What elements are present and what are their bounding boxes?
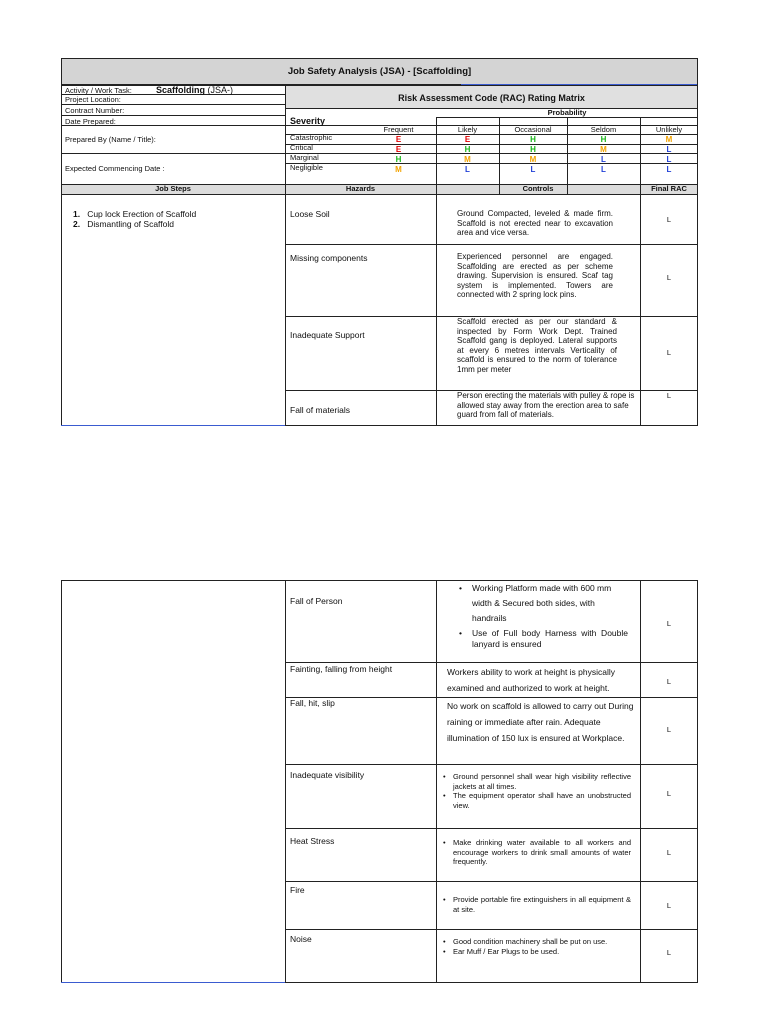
activity-label: Activity / Work Task: bbox=[65, 86, 132, 95]
control-text: Person erecting the materials with pulley & rope is allowed stay away from the erection area to safe guard from fall of materials. bbox=[457, 391, 635, 420]
control-list bbox=[441, 838, 631, 867]
controls-header: Controls bbox=[522, 184, 554, 193]
control-bullet: • Make drinking water available to all workers and encourage workers to drink small amounts of water frequently. bbox=[453, 838, 631, 867]
prob-seldom: Seldom bbox=[590, 125, 617, 134]
control-bullet: • Working Platform made with 600 mm width & Secured both sides, with handrails bbox=[472, 581, 628, 626]
rating-cell: M bbox=[464, 155, 471, 164]
rating-cell: L bbox=[666, 155, 672, 164]
final-rac-value: L bbox=[666, 619, 672, 628]
control-text: Ground Compacted, leveled & made firm. Scaffold is not erected near to excavation area and vice versa. bbox=[457, 209, 613, 238]
control-list bbox=[441, 772, 631, 810]
job-step-item: 2. Dismantling of Scaffold bbox=[73, 219, 174, 229]
control-list bbox=[441, 895, 631, 914]
hazard-inadequate-support: Inadequate Support bbox=[290, 330, 365, 340]
prob-frequent: Frequent bbox=[383, 125, 414, 134]
control-text: Experienced personnel are engaged. Scaffolding are erected as per scheme drawing. Supervision is ensured. Scaf tag system is implemented. Towers are connected with 2 spring lock pins. bbox=[457, 252, 613, 300]
final-rac-value: L bbox=[666, 215, 672, 224]
rating-cell: H bbox=[395, 155, 402, 164]
rating-cell: L bbox=[666, 165, 672, 174]
job-step-item: 1. Cup lock Erection of Scaffold bbox=[73, 209, 197, 219]
prepared-by-label: Prepared By (Name / Title): bbox=[65, 135, 156, 144]
final-rac-value: L bbox=[666, 677, 672, 686]
commencing-date-label: Expected Commencing Date : bbox=[65, 164, 165, 173]
hazard-inadequate-visibility: Inadequate visibility bbox=[290, 770, 365, 780]
rating-cell: M bbox=[395, 165, 402, 174]
probability-header: Probability bbox=[547, 108, 587, 117]
control-bullet: • Ground personnel shall wear high visibility reflective jackets at all times. bbox=[453, 772, 631, 791]
final-rac-value: L bbox=[666, 273, 672, 282]
hazard-missing-components: Missing components bbox=[290, 253, 368, 263]
final-rac-value: L bbox=[666, 348, 672, 357]
date-prepared-label: Date Prepared: bbox=[65, 117, 116, 126]
jsa-page-1 bbox=[61, 58, 698, 426]
final-rac-value: L bbox=[666, 725, 672, 734]
bottom-accent-line bbox=[61, 425, 285, 426]
rating-cell: H bbox=[464, 145, 471, 154]
bottom-accent-line bbox=[61, 982, 285, 983]
control-text: Workers ability to work at height is physically examined and authorized to work at height. bbox=[447, 667, 616, 693]
prob-occasional: Occasional bbox=[514, 125, 552, 134]
rating-cell: L bbox=[666, 145, 672, 154]
rating-cell: E bbox=[395, 145, 402, 154]
contract-number-label: Contract Number: bbox=[65, 106, 125, 115]
hazard-fall-of-person: Fall of Person bbox=[290, 596, 343, 606]
control-text: No work on scaffold is allowed to carry out During raining or immediate after rain. Adequate illumination of 150 lux is ensured at Workplace. bbox=[447, 701, 634, 743]
hazards-header: Hazards bbox=[345, 184, 376, 193]
document-title: Job Safety Analysis (JSA) - [Scaffolding] bbox=[287, 66, 472, 77]
severity-header: Severity bbox=[290, 116, 326, 126]
prob-likely: Likely bbox=[457, 125, 478, 134]
rating-cell: L bbox=[530, 165, 536, 174]
prob-unlikely: Unlikely bbox=[655, 125, 683, 134]
rating-cell: M bbox=[529, 155, 537, 164]
hazard-loose-soil: Loose Soil bbox=[290, 209, 330, 219]
project-location-label: Project Location: bbox=[65, 95, 121, 104]
severity-marginal: Marginal bbox=[290, 153, 319, 162]
job-steps-header: Job Steps bbox=[155, 184, 191, 193]
hazard-fire: Fire bbox=[290, 885, 305, 895]
control-bullet: • Provide portable fire extinguishers in all equipment & at site. bbox=[453, 895, 631, 914]
control-bullet: • The equipment operator shall have an unobstructed view. bbox=[453, 791, 631, 810]
control-list bbox=[456, 581, 628, 650]
hazard-fall-of-materials: Fall of materials bbox=[290, 405, 350, 415]
rating-cell: L bbox=[601, 165, 606, 174]
hazard-heat-stress: Heat Stress bbox=[290, 836, 335, 846]
severity-negligible: Negligible bbox=[290, 163, 323, 172]
jsa-page-2 bbox=[61, 580, 698, 983]
final-rac-value: L bbox=[666, 391, 672, 400]
final-rac-header: Final RAC bbox=[651, 184, 687, 193]
rating-cell: M bbox=[600, 145, 607, 154]
hazard-noise: Noise bbox=[290, 934, 312, 944]
final-rac-value: L bbox=[666, 789, 672, 798]
rating-cell: H bbox=[600, 135, 607, 144]
severity-catastrophic: Catastrophic bbox=[290, 133, 333, 142]
hazard-fainting: Fainting, falling from height bbox=[290, 664, 393, 674]
rac-matrix-title: Risk Assessment Code (RAC) Rating Matrix bbox=[398, 93, 585, 103]
hazard-fall-hit-slip: Fall, hit, slip bbox=[290, 698, 335, 708]
rating-cell: M bbox=[665, 135, 673, 144]
rating-cell: H bbox=[530, 135, 536, 144]
rating-cell: E bbox=[464, 135, 471, 144]
rating-cell: E bbox=[395, 135, 402, 144]
control-bullet: • Use of Full body Harness with Double lanyard is ensured bbox=[472, 628, 628, 650]
severity-critical: Critical bbox=[290, 143, 313, 152]
final-rac-value: L bbox=[666, 848, 672, 857]
rating-cell: L bbox=[601, 155, 606, 164]
control-list bbox=[441, 937, 631, 956]
control-text: Scaffold erected as per our standard & inspected by Form Work Dept. Trained Scaffold gang is deployed. Lateral supports at every 6 metres intervals Verticality of scaffold is ensured to the norm of tolerance 1mm per meter bbox=[457, 317, 617, 374]
rating-cell: L bbox=[465, 165, 470, 174]
control-bullet: • Ear Muff / Ear Plugs to be used. bbox=[453, 947, 631, 957]
final-rac-value: L bbox=[666, 901, 672, 910]
activity-value: Scaffolding (JSA-) bbox=[156, 85, 234, 95]
control-bullet: • Good condition machinery shall be put on use. bbox=[453, 937, 631, 947]
rating-cell: H bbox=[530, 145, 536, 154]
final-rac-value: L bbox=[666, 948, 672, 957]
